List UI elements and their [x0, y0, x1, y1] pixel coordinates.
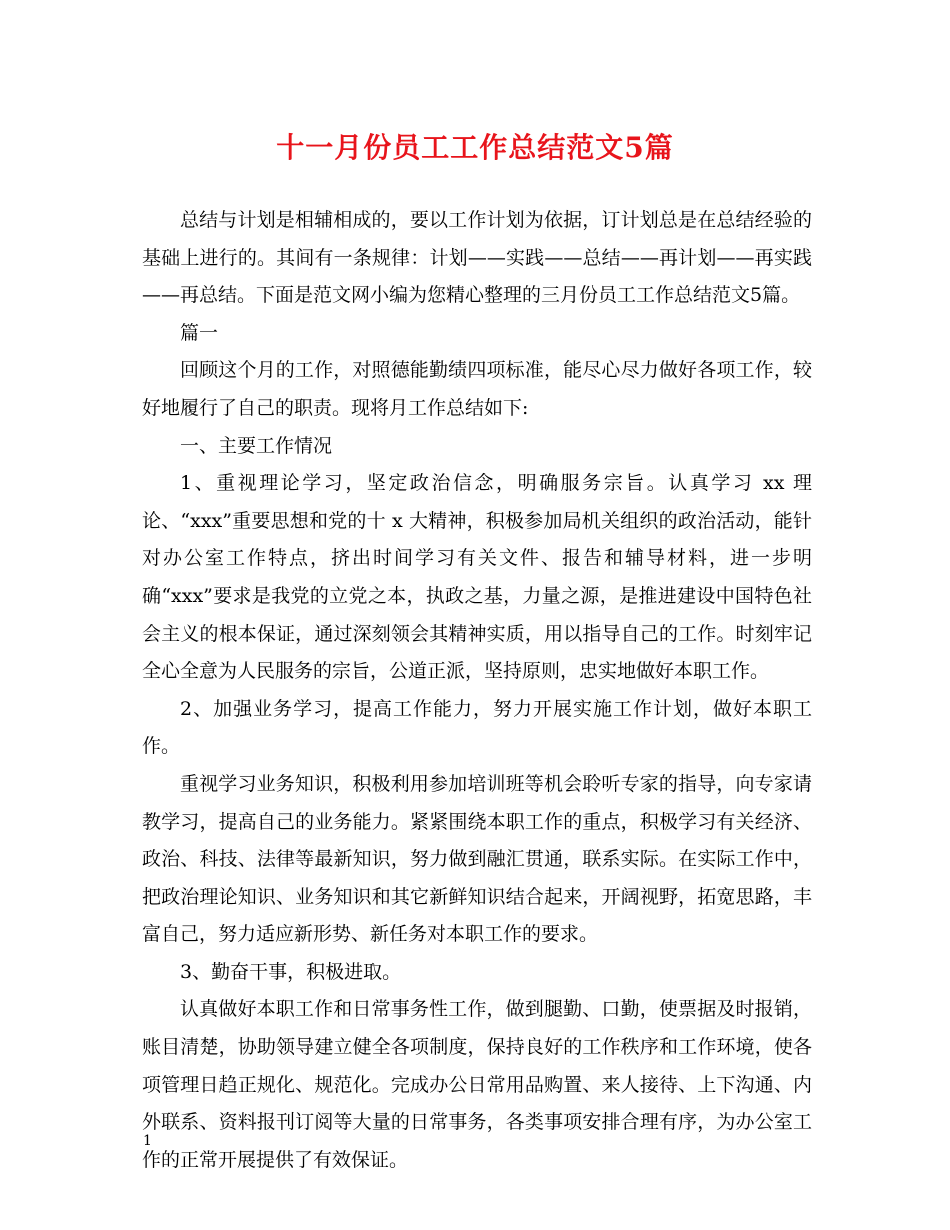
paragraph-section-label: 篇一	[180, 321, 219, 344]
paragraph-item-3: 3、勤奋干事，积极进取。	[180, 960, 402, 983]
document-title: 十一月份员工工作总结范文5篇	[276, 131, 674, 164]
paragraph-item-1: 1、重视理论学习，坚定政治信念，明确服务宗旨。认真学习 xx 理论、“xxx”重要思想和党的十 x 大精神，积极参加局机关组织的政治活动，能针对办公室工作特点，挤出时间学习有关文件、报告和辅导材料，进一步明确“xxx”要求是我党的立党之本，执政之基，力量之源，是推进建设中国特色社会主义的根本保证，通过深刻领会其精神实质，用以指导自己的工作。时刻牢记全心全意为人民服务的宗旨，公道正派，坚持原则，忠实地做好本职工作。	[142, 472, 812, 683]
heading-main-work: 一、主要工作情况	[180, 434, 333, 457]
paragraph-item-2-detail: 重视学习业务知识，积极利用参加培训班等机会聆听专家的指导，向专家请教学习，提高自己的业务能力。紧紧围绕本职工作的重点，积极学习有关经济、政治、科技、法律等最新知识，努力做到融汇贯通，联系实际。在实际工作中，把政治理论知识、业务知识和其它新鲜知识结合起来，开阔视野，拓宽思路，丰富自己，努力适应新形势、新任务对本职工作的要求。	[142, 772, 812, 946]
paragraph-item-3-detail: 认真做好本职工作和日常事务性工作，做到腿勤、口勤，使票据及时报销，账目清楚，协助领导建立健全各项制度，保持良好的工作秩序和工作环境，使各项管理日趋正规化、规范化。完成办公日常用品购置、来人接待、上下沟通、内外联系、资料报刊订阅等大量的日常事务，各类事项安排合理有序，为办公室工作的正常开展提供了有效保证。	[142, 998, 812, 1171]
paragraph-item-2: 2、加强业务学习，提高工作能力，努力开展实施工作计划，做好本职工作。	[142, 697, 812, 758]
document-body	[142, 202, 812, 1179]
paragraph-intro: 总结与计划是相辅相成的，要以工作计划为依据，订计划总是在总结经验的基础上进行的。其间有一条规律：计划——实践——总结——再计划——再实践——再总结。下面是范文网小编为您精心整理的三月份员工工作总结范文5篇。	[142, 209, 812, 307]
page-number: 1	[143, 1133, 152, 1149]
paragraph-review: 回顾这个月的工作，对照德能勤绩四项标准，能尽心尽力做好各项工作，较好地履行了自己的职责。现将月工作总结如下:	[142, 359, 812, 419]
